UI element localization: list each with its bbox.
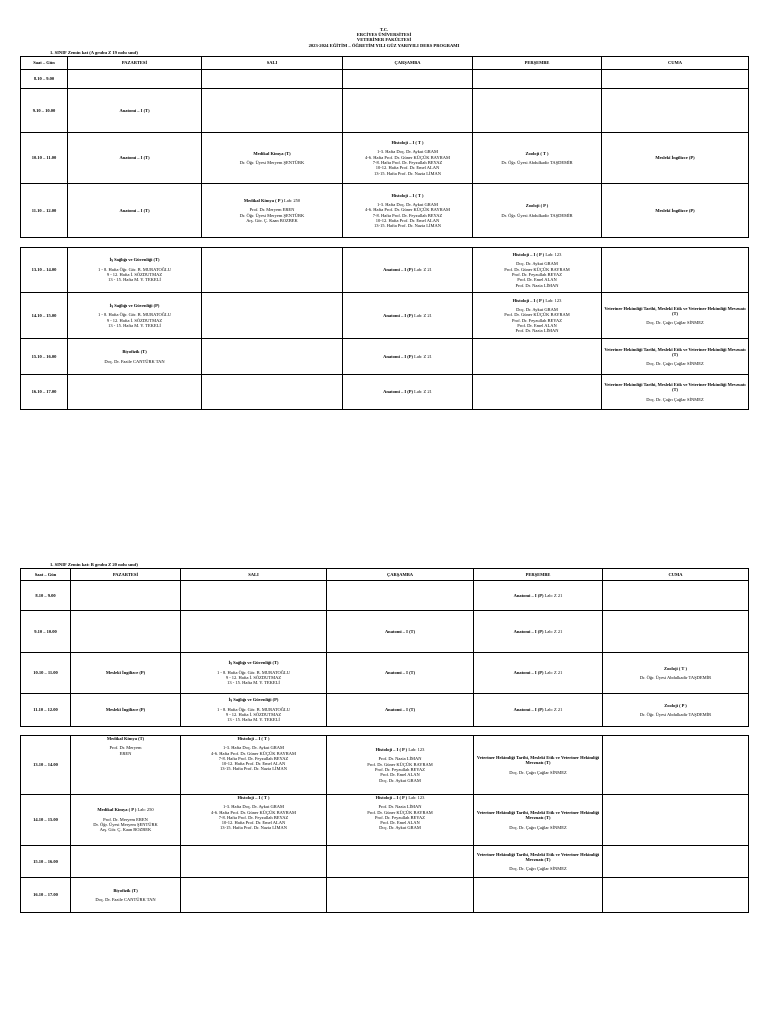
course-cell [68, 293, 202, 339]
instructor: 1-3. Hafta Doç. Dr. Aykut GRAM [376, 149, 439, 155]
time-cell: 9.10 – 10.00 [21, 89, 68, 133]
instructor: Dr. Öğr. Üyesi Abdulkadir TAŞDEMİR [501, 160, 573, 165]
course-cell: Meslekî İngilizce (P) [71, 694, 181, 727]
course-title: Medikal Kimya (T) [106, 736, 145, 741]
instructor: 10-12. Hafta Prof. Dr. Emel ALAN [375, 165, 440, 171]
course-title: Veteriner Hekimliği Tarihi, Meslekî Etik ve Veteriner Hekimliği Mevzuatı (T) [604, 382, 746, 393]
instructor: Prof. Dr. Nazia LİMAN [378, 804, 422, 810]
course-title: Anatomi – I (P) [513, 592, 544, 598]
course-cell [202, 184, 343, 238]
empty-cell [68, 375, 202, 410]
header-line-4: 2023-2024 EĞİTİM – ÖĞRETİM YILI GÜZ YARIYILI DERS PROGRAMI [308, 42, 460, 48]
time-cell: 11.10 – 12.00 [21, 694, 71, 727]
instructor: Dr. Öğr. Üyesi Meryem ŞENTÜRK [239, 212, 305, 218]
col-thu: PERŞEMBE [474, 569, 603, 581]
header-row [21, 57, 749, 70]
schedule-a-afternoon [20, 247, 749, 410]
instructor: 4-6. Hafta Prof. Dr. Güner KÜÇÜK BAYRAM [211, 809, 296, 815]
course-title: Histoloji – I ( T ) [391, 140, 424, 146]
lab-room: Lab: 123 [408, 795, 425, 800]
schedule-a-morning [20, 56, 749, 238]
instructor: 7-8. Hafta Prof. Dr. Feyzullah BEYAZ [372, 160, 443, 165]
instructor: Doç. Dr. Çağrı Çağlar SİNMEZ [509, 769, 567, 775]
instructor: 4-6. Hafta Prof. Dr. Güner KÜÇÜK BAYRAM [365, 154, 450, 160]
table-row [21, 581, 749, 611]
table-row [21, 694, 749, 727]
instructor: Prof. Dr. Feyzullah BEYAZ [511, 272, 563, 277]
course-cell: Meslekî İngilizce (P) [602, 184, 749, 238]
instructor: 13-15. Hafta Prof. Dr. Nazia LİMAN [374, 223, 441, 229]
instructor: Doç. Dr. Fazile CANTÜRK TAN [95, 897, 156, 902]
course-title: Anatomi – I (P) [513, 707, 544, 713]
time-cell: 9.10 – 10.00 [21, 611, 71, 653]
course-cell: Anatomi – I (T) [68, 133, 202, 184]
table-row [21, 89, 749, 133]
instructor: Prof. Dr. Feyzullah BEYAZ [511, 317, 563, 323]
instructor: 4-6. Hafta Prof. Dr. Güner KÜÇÜK BAYRAM [211, 750, 296, 756]
empty-cell [181, 846, 327, 878]
table-row [21, 70, 749, 89]
instructor: Dr. Öğr. Üyesi Meryem ŞENTÜRK [239, 160, 305, 165]
instructor: Prof. Dr. Nazia LİMAN [515, 328, 559, 334]
header-line-1: T.C. [379, 27, 389, 32]
empty-cell [181, 581, 327, 611]
instructor: 9 - 12. Hafta İ. SÖZDUTMAZ [106, 272, 163, 277]
instructor: EREN [119, 750, 132, 756]
course-cell [474, 736, 603, 795]
course-cell [473, 293, 602, 339]
instructor: Prof. Dr. Emel ALAN [380, 772, 420, 778]
instructor: Doç. Dr. Çağrı Çağlar SİNMEZ [509, 866, 567, 872]
instructor: 10-12. Hafta Prof. Dr. Emel ALAN [221, 820, 286, 826]
empty-cell [603, 878, 749, 913]
course-cell: Meslekî İngilizce (P) [71, 653, 181, 694]
lab-room: Lab: Z 21 [414, 267, 432, 273]
empty-cell [474, 878, 603, 913]
col-time: Saat – Gün [21, 569, 71, 581]
course-cell [602, 293, 749, 339]
time-cell: 8.10 – 9.00 [21, 581, 71, 611]
course-cell [474, 795, 603, 846]
lab-room: Lab: Z 21 [544, 670, 563, 676]
col-wed: ÇARŞAMBA [327, 569, 474, 581]
table-row [21, 795, 749, 846]
course-cell: Anatomi – I (T) [327, 611, 474, 653]
header-line-3: VETERİNER FAKÜLTESİ [356, 37, 412, 43]
empty-cell [181, 611, 327, 653]
empty-cell [603, 795, 749, 846]
col-tue: SALI [181, 569, 327, 581]
instructor: Doç. Dr. Çağrı Çağlar SİNMEZ [646, 361, 704, 367]
instructor: Prof. Dr. Güner KÜÇÜK BAYRAM [367, 761, 433, 767]
time-cell: 16.10 – 17.00 [21, 878, 71, 913]
lab-room: Lab: 123 [545, 252, 562, 258]
col-fri: CUMA [602, 57, 749, 70]
empty-cell [327, 846, 474, 878]
instructor: 7-8. Hafta Prof. Dr. Feyzullah BEYAZ [218, 755, 289, 761]
instructor: 7-8. Hafta Prof. Dr. Feyzullah BEYAZ [218, 814, 289, 820]
time-cell: 14.10 – 15.00 [21, 293, 68, 339]
course-cell [474, 694, 603, 727]
course-cell [473, 184, 602, 238]
instructor: Dr. Öğr. Üyesi Abdulkadir TAŞDEMİR [501, 212, 573, 218]
course-title: Zooloji ( T ) [664, 665, 687, 671]
instructor: Doç. Dr. Aykut GRAM [516, 261, 558, 267]
empty-cell [473, 339, 602, 375]
course-title: Zooloji ( P ) [525, 203, 549, 209]
col-mon: PAZARTESİ [71, 569, 181, 581]
course-cell [343, 375, 473, 410]
lab-room: Lab: 123 [408, 747, 425, 753]
empty-cell [602, 248, 749, 293]
instructor: Prof. Dr. Güner KÜÇÜK BAYRAM [504, 312, 570, 318]
course-cell [474, 653, 603, 694]
course-cell [343, 248, 473, 293]
empty-cell [71, 581, 181, 611]
col-fri: CUMA [603, 569, 749, 581]
instructor: 13 - 15. Hafta M. Y. TEKELİ [108, 322, 161, 328]
instructor: Prof. Dr. Nazia LİMAN [378, 756, 422, 762]
empty-cell [202, 339, 343, 375]
course-cell [327, 795, 474, 846]
table-row [21, 736, 749, 795]
col-wed: ÇARŞAMBA [343, 57, 473, 70]
course-title: Biyofizik (T) [113, 887, 138, 893]
course-title: Anatomi – I (P) [513, 670, 544, 676]
course-title: Histoloji – I ( P ) [512, 297, 545, 303]
course-cell [473, 248, 602, 293]
empty-cell [327, 878, 474, 913]
lab-room: Lab: Z 21 [414, 312, 432, 318]
course-cell [71, 878, 181, 913]
instructor: 10-12. Hafta Prof. Dr. Emel ALAN [375, 217, 440, 223]
instructor: Doç. Dr. Aykut GRAM [516, 306, 558, 312]
course-cell: Anatomi – I (T) [68, 89, 202, 133]
course-title: Histoloji – I ( T ) [391, 192, 424, 198]
empty-cell [603, 736, 749, 795]
empty-cell [71, 846, 181, 878]
course-title: Anatomi – I (P) [383, 389, 413, 395]
course-title: İş Sağlığı ve Güvenliği (T) [228, 660, 279, 666]
empty-cell [202, 70, 343, 89]
course-cell: Meslekî İngilizce (P) [602, 133, 749, 184]
section-b-title: 1. SINIF Zemin kat: B grubu Z 20 nolu sınıf) [50, 562, 138, 567]
lab-room: Lab: Z 21 [544, 592, 563, 598]
instructor: Prof. Dr. Emel ALAN [517, 322, 557, 328]
course-title: Anatomi – I (P) [383, 267, 413, 273]
course-cell [603, 694, 749, 727]
instructor: Dr. Öğr. Üyesi Meryem ŞENTÜRK [93, 822, 158, 827]
lab-room: Lab: 250 [137, 807, 154, 813]
empty-cell [343, 70, 473, 89]
col-mon: PAZARTESİ [68, 57, 202, 70]
course-title: Veteriner Hekimliği Tarihi, Meslekî Etik ve Veteriner Hekimliği Mevzuatı (T) [476, 851, 600, 862]
empty-cell [603, 846, 749, 878]
lab-room: Lab: Z 21 [544, 628, 563, 634]
course-title: Veteriner Hekimliği Tarihi, Meslekî Etik ve Veteriner Hekimliği Mevzuatı (T) [604, 305, 746, 316]
course-title: Histoloji – I ( P ) [375, 795, 408, 800]
instructor: 13 - 15. Hafta M. Y. TEKELİ [227, 680, 280, 686]
table-row [21, 375, 749, 410]
instructor: 1 - 8. Hafta Öğr. Gör. B. MURATOĞLU [216, 706, 291, 712]
instructor: 13-15. Hafta Prof. Dr. Nazia LİMAN [220, 766, 287, 772]
col-thu: PERŞEMBE [473, 57, 602, 70]
empty-cell [343, 89, 473, 133]
course-cell [343, 293, 473, 339]
course-title: Anatomi – I (P) [513, 628, 544, 634]
instructor: 1-3. Hafta Doç. Dr. Aykut GRAM [376, 201, 439, 207]
instructor: 13 - 15. Hafta M. Y. TEKELİ [227, 717, 280, 723]
course-title: Anatomi – I (P) [383, 312, 413, 318]
course-title: Veteriner Hekimliği Tarihi, Meslekî Etik ve Veteriner Hekimliği Mevzuatı (T) [604, 346, 746, 357]
instructor: 1-3. Hafta Doç. Dr. Aykut GRAM [222, 745, 285, 751]
empty-cell [602, 89, 749, 133]
instructor: 13-15. Hafta Prof. Dr. Nazia LİMAN [374, 170, 441, 176]
time-cell: 15.10 – 16.00 [21, 339, 68, 375]
instructor: 9 - 12. Hafta İ. SÖZDUTMAZ [225, 712, 282, 717]
empty-cell [68, 70, 202, 89]
time-cell: 8.10 – 9.00 [21, 70, 68, 89]
table-row [21, 133, 749, 184]
instructor: Prof. Dr. Meryem EREN [249, 207, 295, 213]
empty-cell [202, 89, 343, 133]
instructor: Arş. Gör. Ç. Kaan BOZBEK [99, 827, 152, 833]
course-cell [71, 795, 181, 846]
empty-cell [327, 581, 474, 611]
instructor: Prof. Dr. Meryem EREN [103, 816, 148, 822]
course-cell [181, 736, 327, 795]
course-title: Zooloji ( P ) [664, 702, 687, 708]
instructor: 10-12. Hafta Prof. Dr. Emel ALAN [221, 761, 286, 767]
empty-cell [473, 70, 602, 89]
lab-room: Lab: Z 21 [544, 707, 563, 713]
course-title: Histoloji – I ( P ) [375, 747, 408, 753]
course-title: İş Sağlığı ve Güvenliği (P) [109, 302, 160, 308]
course-cell [68, 339, 202, 375]
course-title: Histoloji – I ( T ) [237, 736, 270, 741]
instructor: Doç. Dr. Çağrı Çağlar SİNMEZ [646, 396, 704, 402]
course-cell [181, 653, 327, 694]
course-title: Medikal Kimya ( P ) [243, 197, 283, 203]
table-row [21, 653, 749, 694]
instructor: Dr. Öğr. Üyesi Abdulkadir TAŞDEMİR [639, 675, 712, 680]
instructor: Doç. Dr. Çağrı Çağlar SİNMEZ [509, 824, 567, 830]
table-row [21, 248, 749, 293]
header-row [21, 569, 749, 581]
time-cell: 15.10 – 16.00 [21, 846, 71, 878]
course-cell [603, 653, 749, 694]
course-cell [202, 133, 343, 184]
course-cell: Anatomi – I (T) [327, 653, 474, 694]
instructor: Prof. Dr. Emel ALAN [380, 820, 420, 826]
course-cell [602, 375, 749, 410]
course-title: Anatomi – I (P) [383, 353, 413, 359]
time-cell: 10.10 – 11.00 [21, 133, 68, 184]
course-cell [602, 339, 749, 375]
instructor: Prof. Dr. Feyzullah BEYAZ [374, 767, 426, 772]
course-cell [474, 846, 603, 878]
course-cell [343, 339, 473, 375]
schedule-b-morning [20, 568, 749, 727]
time-cell: 14.10 – 15.00 [21, 795, 71, 846]
course-title: Medikal Kimya (T) [253, 150, 291, 156]
course-cell [181, 694, 327, 727]
instructor: Prof. Dr. Güner KÜÇÜK BAYRAM [504, 266, 570, 272]
course-cell [68, 248, 202, 293]
instructor: Doç. Dr. Aykut GRAM [379, 777, 421, 783]
instructor: Prof. Dr. Meryem [109, 745, 142, 751]
course-cell [71, 736, 181, 795]
table-row [21, 293, 749, 339]
time-cell: 11.10 – 12.00 [21, 184, 68, 238]
instructor: Doç. Dr. Aykut GRAM [379, 825, 421, 831]
table-row [21, 184, 749, 238]
instructor: 1 - 8. Hafta Öğr. Gör. B. MURATOĞLU [216, 669, 291, 675]
course-title: İş Sağlığı ve Güvenliği (P) [228, 697, 279, 703]
instructor: 1 - 8. Hafta Öğr. Gör. B. MURATOĞLU [97, 266, 172, 272]
table-row [21, 339, 749, 375]
course-cell: Anatomi – I (T) [327, 694, 474, 727]
empty-cell [202, 248, 343, 293]
lab-room: Lab: 250 [284, 197, 301, 203]
time-cell: 13.10 – 14.00 [21, 736, 71, 795]
instructor: 9 - 12. Hafta İ. SÖZDUTMAZ [106, 317, 163, 323]
course-title: Zooloji ( T ) [525, 150, 549, 156]
instructor: 13-15. Hafta Prof. Dr. Nazia LİMAN [220, 825, 287, 831]
course-title: Histoloji – I ( P ) [512, 252, 545, 258]
course-cell: Anatomi – I (T) [68, 184, 202, 238]
table-row [21, 878, 749, 913]
course-cell [474, 611, 603, 653]
instructor: 4-6. Hafta Prof. Dr. Güner KÜÇÜK BAYRAM [365, 207, 450, 213]
course-cell [343, 133, 473, 184]
empty-cell [202, 293, 343, 339]
course-cell [327, 736, 474, 795]
instructor: Dr. Öğr. Üyesi Abdulkadir TAŞDEMİR [639, 712, 712, 717]
time-cell: 13.10 – 14.00 [21, 248, 68, 293]
empty-cell [71, 611, 181, 653]
col-tue: SALI [202, 57, 343, 70]
instructor: 13 - 15. Hafta M. Y. TEKELİ [108, 277, 161, 283]
course-cell [473, 133, 602, 184]
section-a-title: 1. SINIF Zemin kat (A grubu Z 19 nolu sınıf) [50, 50, 138, 55]
col-time: Saat – Gün [21, 57, 68, 70]
lab-room: Lab: Z 21 [414, 389, 432, 395]
empty-cell [181, 878, 327, 913]
instructor: Prof. Dr. Güner KÜÇÜK BAYRAM [367, 809, 433, 815]
course-title: Veteriner Hekimliği Tarihi, Meslekî Etik ve Veteriner Hekimliği Mevzuatı (T) [476, 810, 600, 821]
course-title: Biyofizik (T) [122, 349, 147, 355]
instructor: Doç. Dr. Fazile CANTÜRK TAN [104, 358, 165, 364]
instructor: Prof. Dr. Emel ALAN [517, 277, 557, 283]
instructor: 9 - 12. Hafta İ. SÖZDUTMAZ [225, 675, 282, 680]
instructor: 7-8. Hafta Prof. Dr. Feyzullah BEYAZ [372, 212, 443, 218]
course-title: Veteriner Hekimliği Tarihi, Meslekî Etik ve Veteriner Hekimliği Mevzuatı (T) [476, 755, 600, 766]
course-cell [474, 581, 603, 611]
empty-cell [602, 70, 749, 89]
header-line-2: ERCİYES ÜNİVERSİTESİ [356, 32, 412, 38]
lab-room: Lab: Z 21 [414, 353, 432, 359]
empty-cell [473, 375, 602, 410]
schedule-b-afternoon [20, 735, 749, 913]
table-row [21, 611, 749, 653]
course-title: İş Sağlığı ve Güvenliği (T) [109, 257, 160, 263]
instructor: Arş. Gör. Ç. Kaan BOZBEK [246, 217, 298, 223]
course-title: Medikal Kimya ( P ) [97, 807, 137, 813]
instructor: Prof. Dr. Nazia LİMAN [515, 282, 559, 288]
empty-cell [603, 611, 749, 653]
empty-cell [202, 375, 343, 410]
empty-cell [473, 89, 602, 133]
course-cell [343, 184, 473, 238]
instructor: Prof. Dr. Feyzullah BEYAZ [374, 814, 426, 820]
instructor: 1 - 8. Hafta Öğr. Gör. B. MURATOĞLU [97, 312, 172, 318]
time-cell: 10.10 – 11.00 [21, 653, 71, 694]
time-cell: 16.10 – 17.00 [21, 375, 68, 410]
instructor: Doç. Dr. Çağrı Çağlar SİNMEZ [646, 320, 704, 326]
instructor: 1-3. Hafta Doç. Dr. Aykut GRAM [222, 804, 285, 810]
course-title: Histoloji – I ( T ) [237, 795, 270, 800]
table-row [21, 846, 749, 878]
course-cell [181, 795, 327, 846]
empty-cell [603, 581, 749, 611]
lab-room: Lab: 123 [545, 297, 562, 303]
